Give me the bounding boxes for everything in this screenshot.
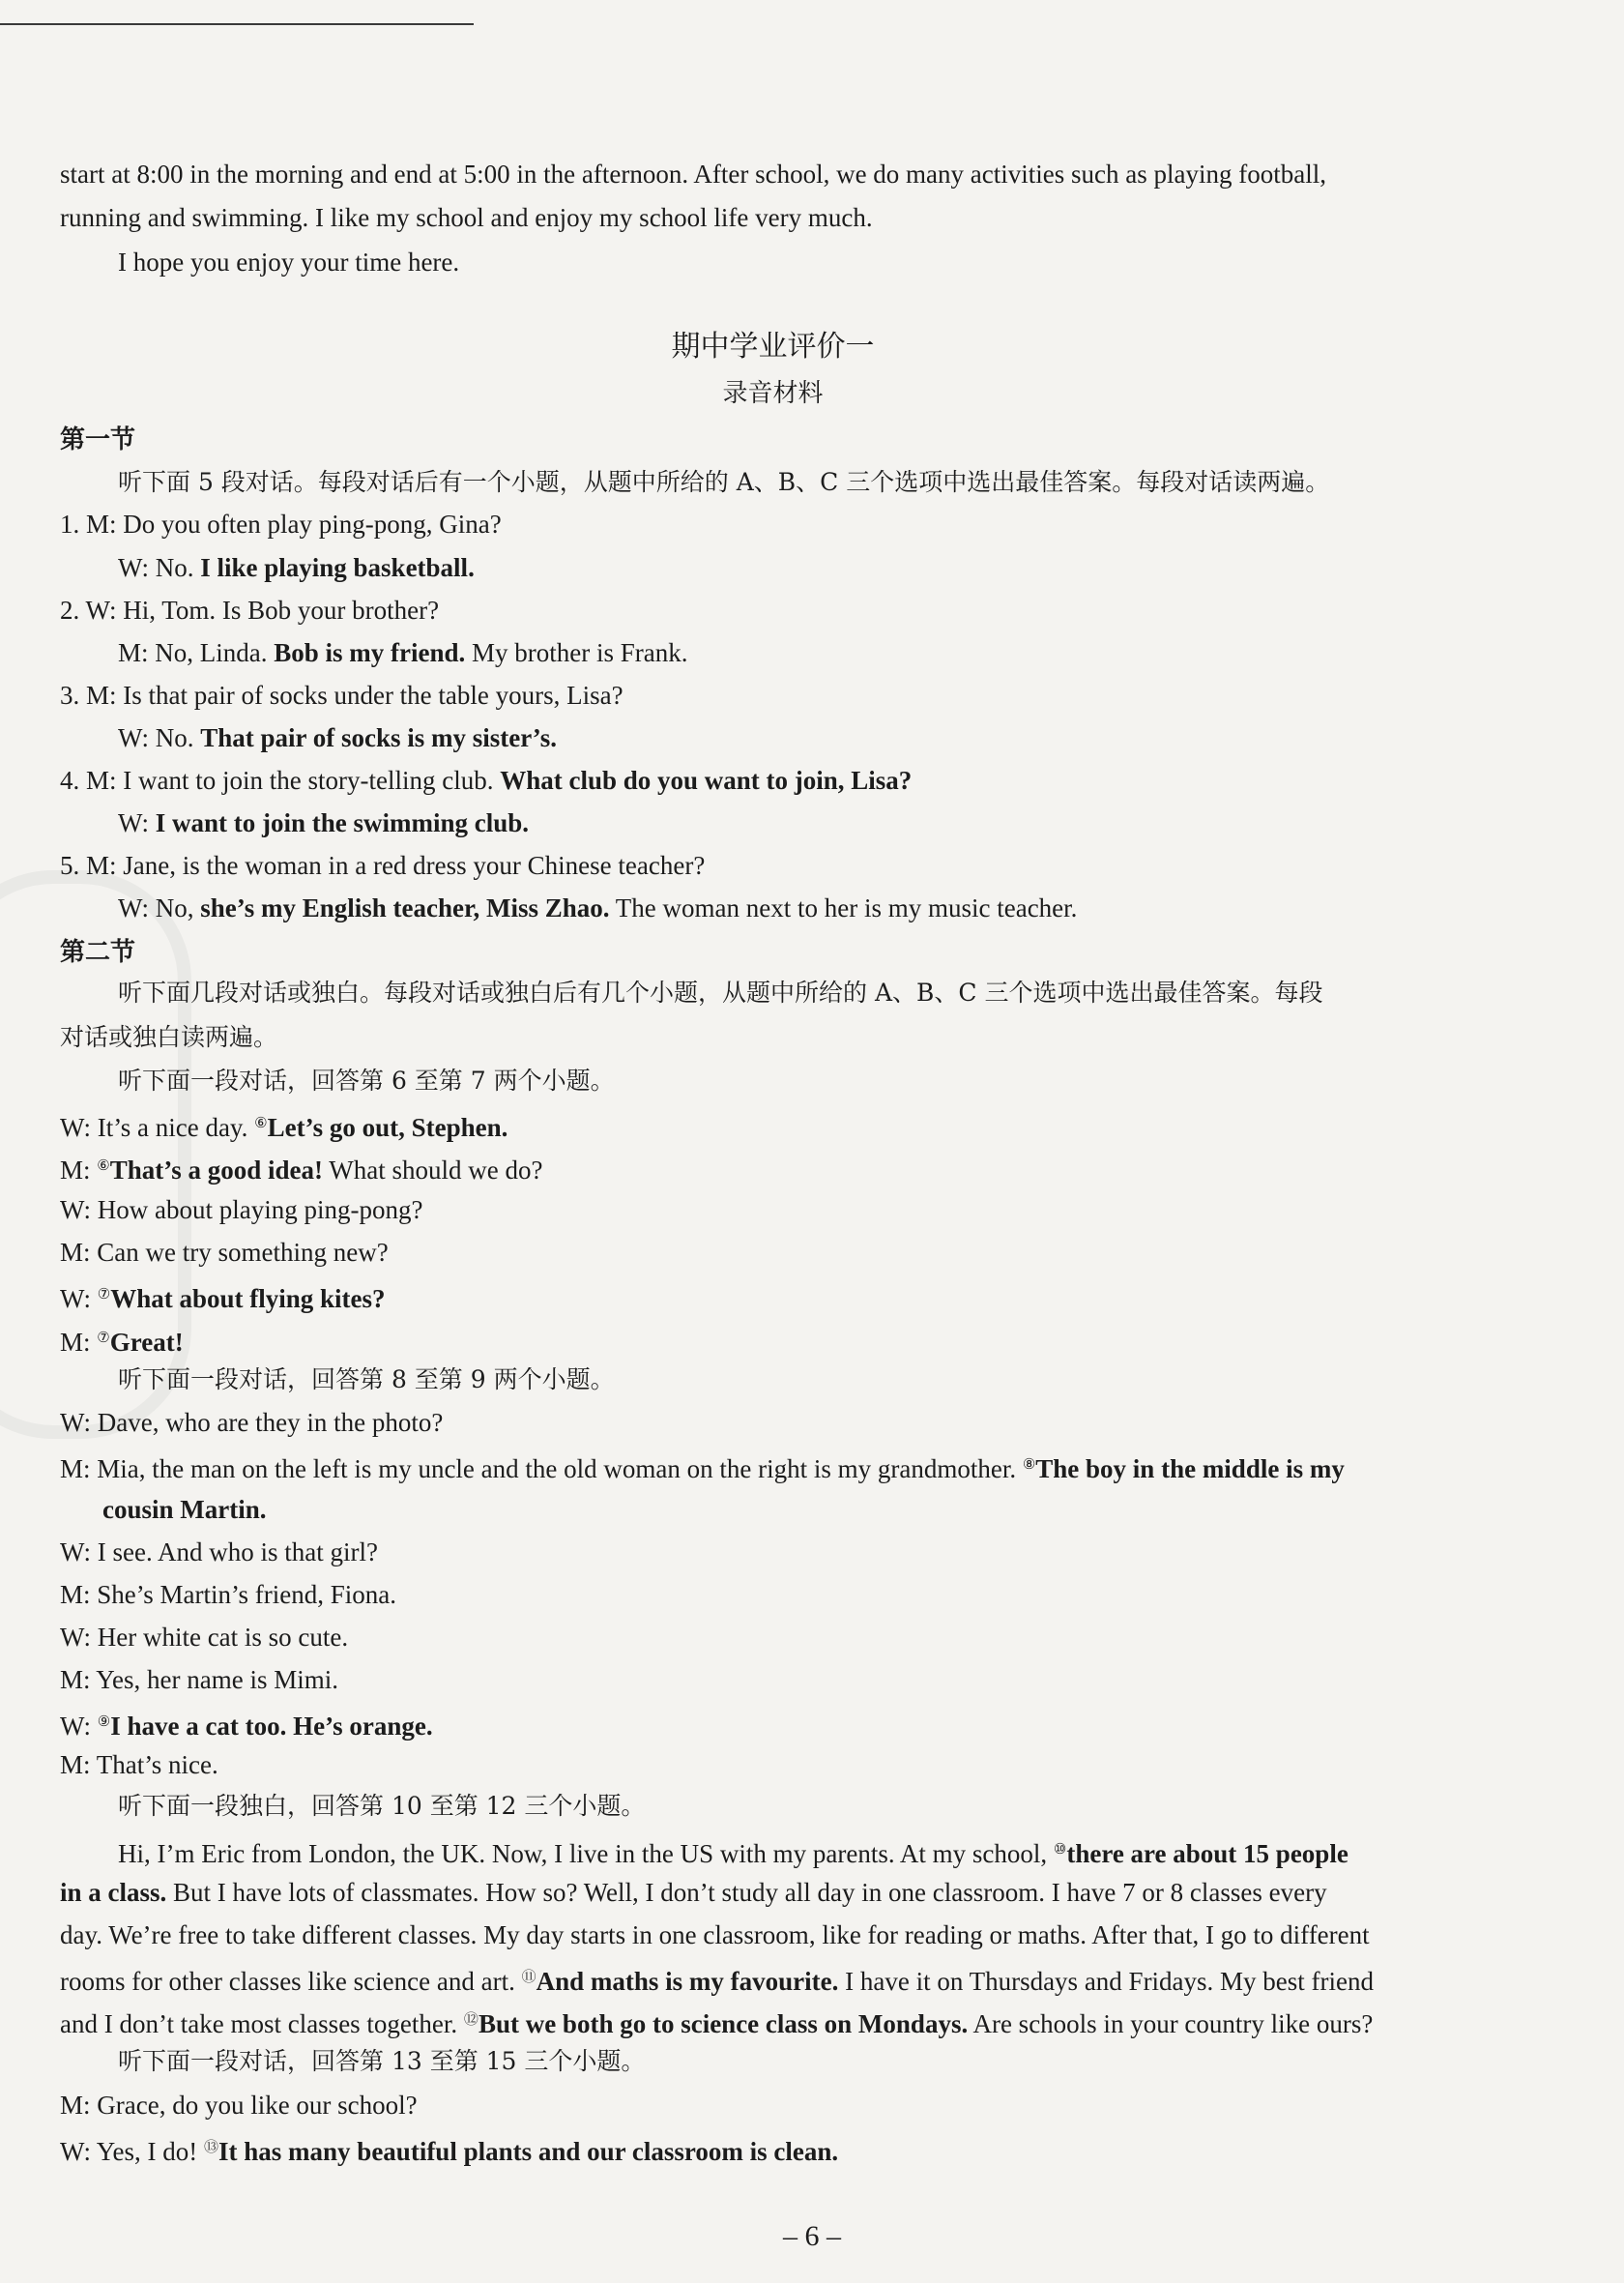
dialogue-5-m: 5. M: Jane, is the woman in a red dress your Chinese teacher? [60, 851, 706, 880]
convo-1-line: W: How about playing ping-pong? [60, 1195, 423, 1224]
intro-line-1: start at 8:00 in the morning and end at 5:00 in the afternoon. After school, we do many activities such as playing football, [60, 160, 1326, 189]
monologue-line: in a class. But I have lots of classmates. How so? Well, I don’t study all day in one classroom. I have 7 or 8 classes every [60, 1878, 1327, 1907]
convo-1-caption: 听下面一段对话，回答第 6 至第 7 两个小题。 [118, 1067, 615, 1095]
convo-3-caption: 听下面一段对话，回答第 13 至第 15 三个小题。 [118, 2047, 646, 2075]
monologue-line: day. We’re free to take different classes. My day starts in one classroom, like for reading or maths. After that, I go to different [60, 1920, 1370, 1949]
intro-line-3: I hope you enjoy your time here. [118, 248, 460, 277]
convo-2-line: M: Yes, her name is Mimi. [60, 1665, 339, 1694]
convo-2-line: M: She’s Martin’s friend, Fiona. [60, 1580, 396, 1609]
monologue-line: Hi, I’m Eric from London, the UK. Now, I live in the US with my parents. At my school, ⑩there are about 15 people [118, 1839, 1348, 1868]
convo-1-line: M: Can we try something new? [60, 1238, 389, 1267]
convo-1-line: W: It’s a nice day. ⑥Let’s go out, Stephen. [60, 1113, 508, 1142]
convo-2-line: W: Dave, who are they in the photo? [60, 1408, 444, 1437]
convo-2-line: M: Mia, the man on the left is my uncle and the old woman on the right is my grandmother. ⑧The boy in the middle is my [60, 1454, 1345, 1483]
page-subtitle: 录音材料 [722, 379, 824, 408]
convo-2-line: W: Her white cat is so cute. [60, 1623, 349, 1652]
dialogue-1-m: 1. M: Do you often play ping-pong, Gina? [60, 510, 502, 539]
monologue-caption: 听下面一段独白，回答第 10 至第 12 三个小题。 [118, 1792, 646, 1820]
top-rule [0, 23, 474, 25]
section-1-instructions: 听下面 5 段对话。每段对话后有一个小题，从题中所给的 A、B、C 三个选项中选出最佳答案。每段对话读两遍。 [118, 468, 1330, 496]
intro-line-2: running and swimming. I like my school and enjoy my school life very much. [60, 203, 873, 232]
page-title: 期中学业评价一 [671, 330, 875, 364]
convo-3-line: W: Yes, I do! ⑬It has many beautiful plants and our classroom is clean. [60, 2137, 839, 2166]
monologue-line: rooms for other classes like science and art. ⑪And maths is my favourite. I have it on Thursdays and Fridays. My best friend [60, 1967, 1375, 1996]
convo-1-line: M: ⑦Great! [60, 1328, 184, 1357]
section-2-instructions-2: 对话或独白读两遍。 [60, 1023, 278, 1051]
convo-3-line: M: Grace, do you like our school? [60, 2091, 418, 2120]
convo-1-line: W: ⑦What about flying kites? [60, 1284, 386, 1313]
dialogue-4-w: W: I want to join the swimming club. [118, 808, 530, 837]
section-2-instructions-1: 听下面几段对话或独白。每段对话或独白后有几个小题，从题中所给的 A、B、C 三个选项中选出最佳答案。每段 [118, 979, 1323, 1007]
convo-2-caption: 听下面一段对话，回答第 8 至第 9 两个小题。 [118, 1365, 615, 1393]
dialogue-4-m: 4. M: I want to join the story-telling club. What club do you want to join, Lisa? [60, 766, 913, 795]
monologue-line: and I don’t take most classes together. ⑫But we both go to science class on Mondays. Are schools in your country like ours? [60, 2009, 1374, 2038]
convo-2-line-continued: cousin Martin. [102, 1495, 267, 1524]
convo-2-line: M: That’s nice. [60, 1750, 218, 1779]
dialogue-2-w: 2. W: Hi, Tom. Is Bob your brother? [60, 596, 440, 625]
section-2-label: 第二节 [60, 938, 136, 967]
dialogue-5-w: W: No, she’s my English teacher, Miss Zhao. The woman next to her is my music teacher. [118, 893, 1078, 922]
dialogue-1-w: W: No. I like playing basketball. [118, 553, 475, 582]
dialogue-3-m: 3. M: Is that pair of socks under the table yours, Lisa? [60, 681, 624, 710]
convo-2-line: W: I see. And who is that girl? [60, 1537, 378, 1566]
dialogue-2-m: M: No, Linda. Bob is my friend. My brother is Frank. [118, 638, 688, 667]
dialogue-3-w: W: No. That pair of socks is my sister’s. [118, 723, 557, 752]
convo-2-line: W: ⑨I have a cat too. He’s orange. [60, 1712, 433, 1741]
section-1-label: 第一节 [60, 425, 136, 454]
convo-1-line: M: ⑥That’s a good idea! What should we do? [60, 1156, 543, 1185]
page-number: – 6 – [783, 2220, 841, 2252]
